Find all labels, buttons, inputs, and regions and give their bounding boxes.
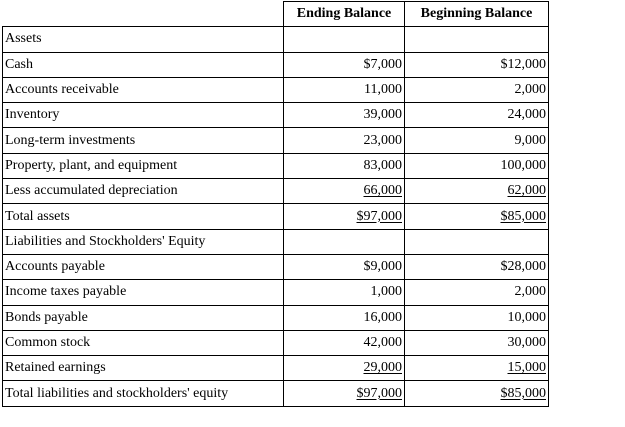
table-row bbox=[3, 280, 549, 305]
beginning-balance-cell bbox=[405, 229, 549, 254]
beginning-balance-cell bbox=[405, 356, 549, 381]
beginning-balance-cell bbox=[405, 77, 549, 102]
beginning-balance-cell bbox=[405, 179, 549, 204]
ending-balance-cell bbox=[284, 381, 405, 406]
row-label: Accounts receivable bbox=[3, 77, 284, 102]
ending-balance-value: $9,000 bbox=[363, 259, 402, 275]
beginning-balance-cell bbox=[405, 27, 549, 52]
table-row bbox=[3, 381, 549, 406]
row-label: Property, plant, and equipment bbox=[3, 153, 284, 178]
ending-balance-cell bbox=[284, 330, 405, 355]
table-row bbox=[3, 128, 549, 153]
ending-balance-cell bbox=[284, 128, 405, 153]
beginning-balance-cell bbox=[405, 128, 549, 153]
table-body bbox=[3, 27, 549, 406]
ending-balance-cell bbox=[284, 280, 405, 305]
table-row bbox=[3, 305, 549, 330]
beginning-balance-cell bbox=[405, 330, 549, 355]
ending-balance-value: $7,000 bbox=[363, 56, 402, 72]
row-label: Total assets bbox=[3, 204, 284, 229]
ending-balance-cell bbox=[284, 204, 405, 229]
beginning-balance-value: 24,000 bbox=[507, 107, 546, 123]
beginning-balance-cell bbox=[405, 381, 549, 406]
ending-balance-cell bbox=[284, 254, 405, 279]
header-beginning-balance: Beginning Balance bbox=[405, 2, 549, 27]
beginning-balance-value: 2,000 bbox=[514, 284, 546, 300]
ending-balance-cell bbox=[284, 103, 405, 128]
table-row bbox=[3, 103, 549, 128]
row-label: Accounts payable bbox=[3, 254, 284, 279]
table-row bbox=[3, 27, 549, 52]
beginning-balance-value: 9,000 bbox=[514, 132, 546, 148]
ending-balance-value: $97,000 bbox=[356, 385, 402, 401]
beginning-balance-value: $85,000 bbox=[500, 208, 546, 224]
ending-balance-cell bbox=[284, 27, 405, 52]
beginning-balance-cell bbox=[405, 305, 549, 330]
ending-balance-value: 29,000 bbox=[363, 360, 402, 376]
header-ending-balance: Ending Balance bbox=[284, 2, 405, 27]
beginning-balance-cell bbox=[405, 204, 549, 229]
table-row bbox=[3, 179, 549, 204]
ending-balance-value: 66,000 bbox=[363, 183, 402, 199]
beginning-balance-value: 62,000 bbox=[507, 183, 546, 199]
ending-balance-cell bbox=[284, 229, 405, 254]
ending-balance-cell bbox=[284, 52, 405, 77]
row-label: Less accumulated depreciation bbox=[3, 179, 284, 204]
beginning-balance-value: 15,000 bbox=[507, 360, 546, 376]
row-label: Cash bbox=[3, 52, 284, 77]
beginning-balance-value: 2,000 bbox=[514, 82, 546, 98]
beginning-balance-value: $28,000 bbox=[500, 259, 546, 275]
ending-balance-value: $97,000 bbox=[356, 208, 402, 224]
row-label: Assets bbox=[3, 27, 284, 52]
beginning-balance-cell bbox=[405, 153, 549, 178]
ending-balance-cell bbox=[284, 356, 405, 381]
row-label: Common stock bbox=[3, 330, 284, 355]
ending-balance-value: 16,000 bbox=[363, 309, 402, 325]
table-row bbox=[3, 229, 549, 254]
ending-balance-value: 23,000 bbox=[363, 132, 402, 148]
balance-sheet-table bbox=[2, 1, 549, 407]
beginning-balance-value: 30,000 bbox=[507, 335, 546, 350]
ending-balance-value: 1,000 bbox=[370, 284, 402, 300]
header-label-cell bbox=[3, 2, 284, 27]
row-label: Long-term investments bbox=[3, 128, 284, 153]
ending-balance-value: 11,000 bbox=[364, 82, 402, 98]
table-row bbox=[3, 254, 549, 279]
ending-balance-cell bbox=[284, 77, 405, 102]
header-row bbox=[3, 2, 549, 27]
ending-balance-cell bbox=[284, 153, 405, 178]
beginning-balance-cell bbox=[405, 280, 549, 305]
ending-balance-value: 39,000 bbox=[363, 107, 402, 123]
table-row bbox=[3, 153, 549, 178]
beginning-balance-cell bbox=[405, 254, 549, 279]
table-row bbox=[3, 330, 549, 355]
beginning-balance-cell bbox=[405, 52, 549, 77]
row-label: Liabilities and Stockholders' Equity bbox=[3, 229, 284, 254]
ending-balance-cell bbox=[284, 179, 405, 204]
row-label: Income taxes payable bbox=[3, 280, 284, 305]
beginning-balance-value: 10,000 bbox=[507, 309, 546, 325]
table-row bbox=[3, 77, 549, 102]
row-label: Inventory bbox=[3, 103, 284, 128]
row-label: Retained earnings bbox=[3, 356, 284, 381]
beginning-balance-value: 100,000 bbox=[500, 157, 546, 173]
beginning-balance-value: $85,000 bbox=[500, 385, 546, 401]
ending-balance-cell bbox=[284, 305, 405, 330]
ending-balance-value: 42,000 bbox=[363, 335, 402, 350]
ending-balance-value: 83,000 bbox=[363, 157, 402, 173]
table-row bbox=[3, 204, 549, 229]
table-row bbox=[3, 52, 549, 77]
beginning-balance-cell bbox=[405, 103, 549, 128]
row-label: Total liabilities and stockholders' equity bbox=[3, 381, 284, 406]
table-row bbox=[3, 356, 549, 381]
row-label: Bonds payable bbox=[3, 305, 284, 330]
beginning-balance-value: $12,000 bbox=[500, 56, 546, 72]
